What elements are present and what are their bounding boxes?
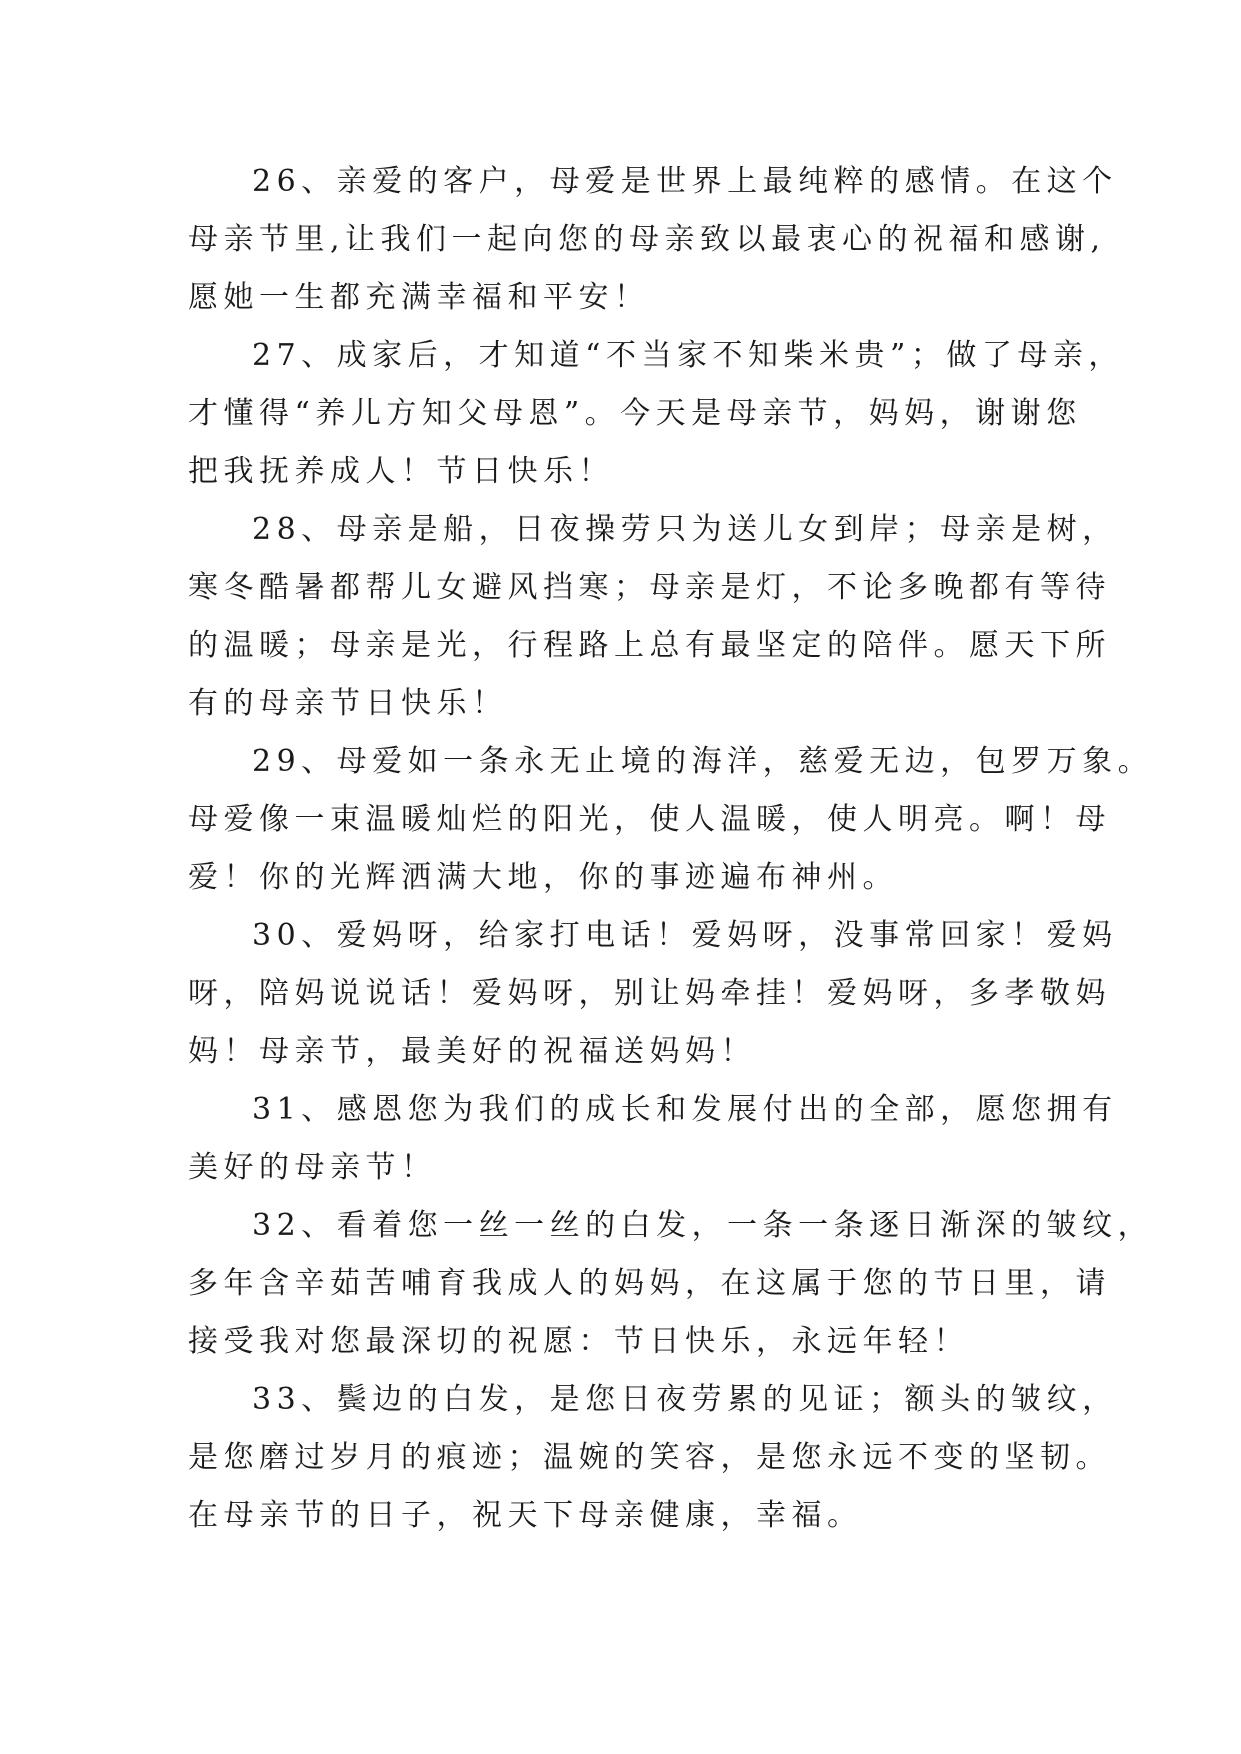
paragraph-line: 有的母亲节日快乐！: [188, 686, 508, 721]
paragraph-line: 美好的母亲节！: [188, 1150, 437, 1185]
paragraph-line: 33、鬓边的白发，是您日夜劳累的见证；额头的皱纹，: [252, 1382, 1118, 1417]
paragraph-line: 27、成家后，才知道“不当家不知柴米贵”；做了母亲，: [252, 338, 1124, 373]
paragraph-29: [188, 733, 1154, 907]
paragraph-line: 多年含辛茹苦哺育我成人的妈妈，在这属于您的节日里，请: [188, 1266, 1111, 1301]
paragraph-line: 的温暖；母亲是光，行程路上总有最坚定的陪伴。愿天下所: [188, 628, 1111, 663]
paragraph-27: [188, 327, 1124, 501]
paragraph-line: 30、爱妈呀，给家打电话！爱妈呀，没事常回家！爱妈: [252, 918, 1118, 953]
paragraph-line: 愿她一生都充满幸福和平安！: [188, 280, 650, 315]
paragraph-line: 32、看着您一丝一丝的白发，一条一条逐日渐深的皱纹，: [252, 1208, 1154, 1243]
paragraph-31: [188, 1081, 1118, 1197]
paragraph-line: 26、亲爱的客户，母爱是世界上最纯粹的感情。在这个: [252, 164, 1118, 199]
paragraph-line: 才懂得“养儿方知父母恩”。今天是母亲节，妈妈，谢谢您: [188, 396, 1082, 431]
paragraph-28: [188, 501, 1118, 733]
paragraph-line: 呀，陪妈说说话！爱妈呀，别让妈牵挂！爱妈呀，多孝敬妈: [188, 976, 1111, 1011]
paragraph-26: [188, 153, 1118, 327]
document-body: [188, 153, 1154, 1545]
paragraph-line: 28、母亲是船，日夜操劳只为送儿女到岸；母亲是树，: [252, 512, 1118, 547]
paragraph-line: 爱！你的光辉洒满大地，你的事迹遍布神州。: [188, 860, 898, 895]
paragraph-30: [188, 907, 1118, 1081]
paragraph-line: 31、感恩您为我们的成长和发展付出的全部，愿您拥有: [252, 1092, 1118, 1127]
paragraph-line: 接受我对您最深切的祝愿：节日快乐，永远年轻！: [188, 1324, 969, 1359]
paragraph-line: 母亲节里,让我们一起向您的母亲致以最衷心的祝福和感谢,: [188, 222, 1106, 257]
paragraph-line: 寒冬酷暑都帮儿女避风挡寒；母亲是灯，不论多晚都有等待: [188, 570, 1111, 605]
paragraph-line: 是您磨过岁月的痕迹；温婉的笑容，是您永远不变的坚韧。: [188, 1440, 1111, 1475]
paragraph-line: 在母亲节的日子，祝天下母亲健康，幸福。: [188, 1498, 863, 1533]
paragraph-line: 把我抚养成人！节日快乐！: [188, 454, 614, 489]
paragraph-line: 29、母爱如一条永无止境的海洋，慈爱无边，包罗万象。: [252, 744, 1154, 779]
paragraph-32: [188, 1197, 1154, 1371]
paragraph-line: 妈！母亲节，最美好的祝福送妈妈！: [188, 1034, 756, 1069]
paragraph-line: 母爱像一束温暖灿烂的阳光，使人温暖，使人明亮。啊！母: [188, 802, 1111, 837]
paragraph-33: [188, 1371, 1118, 1545]
